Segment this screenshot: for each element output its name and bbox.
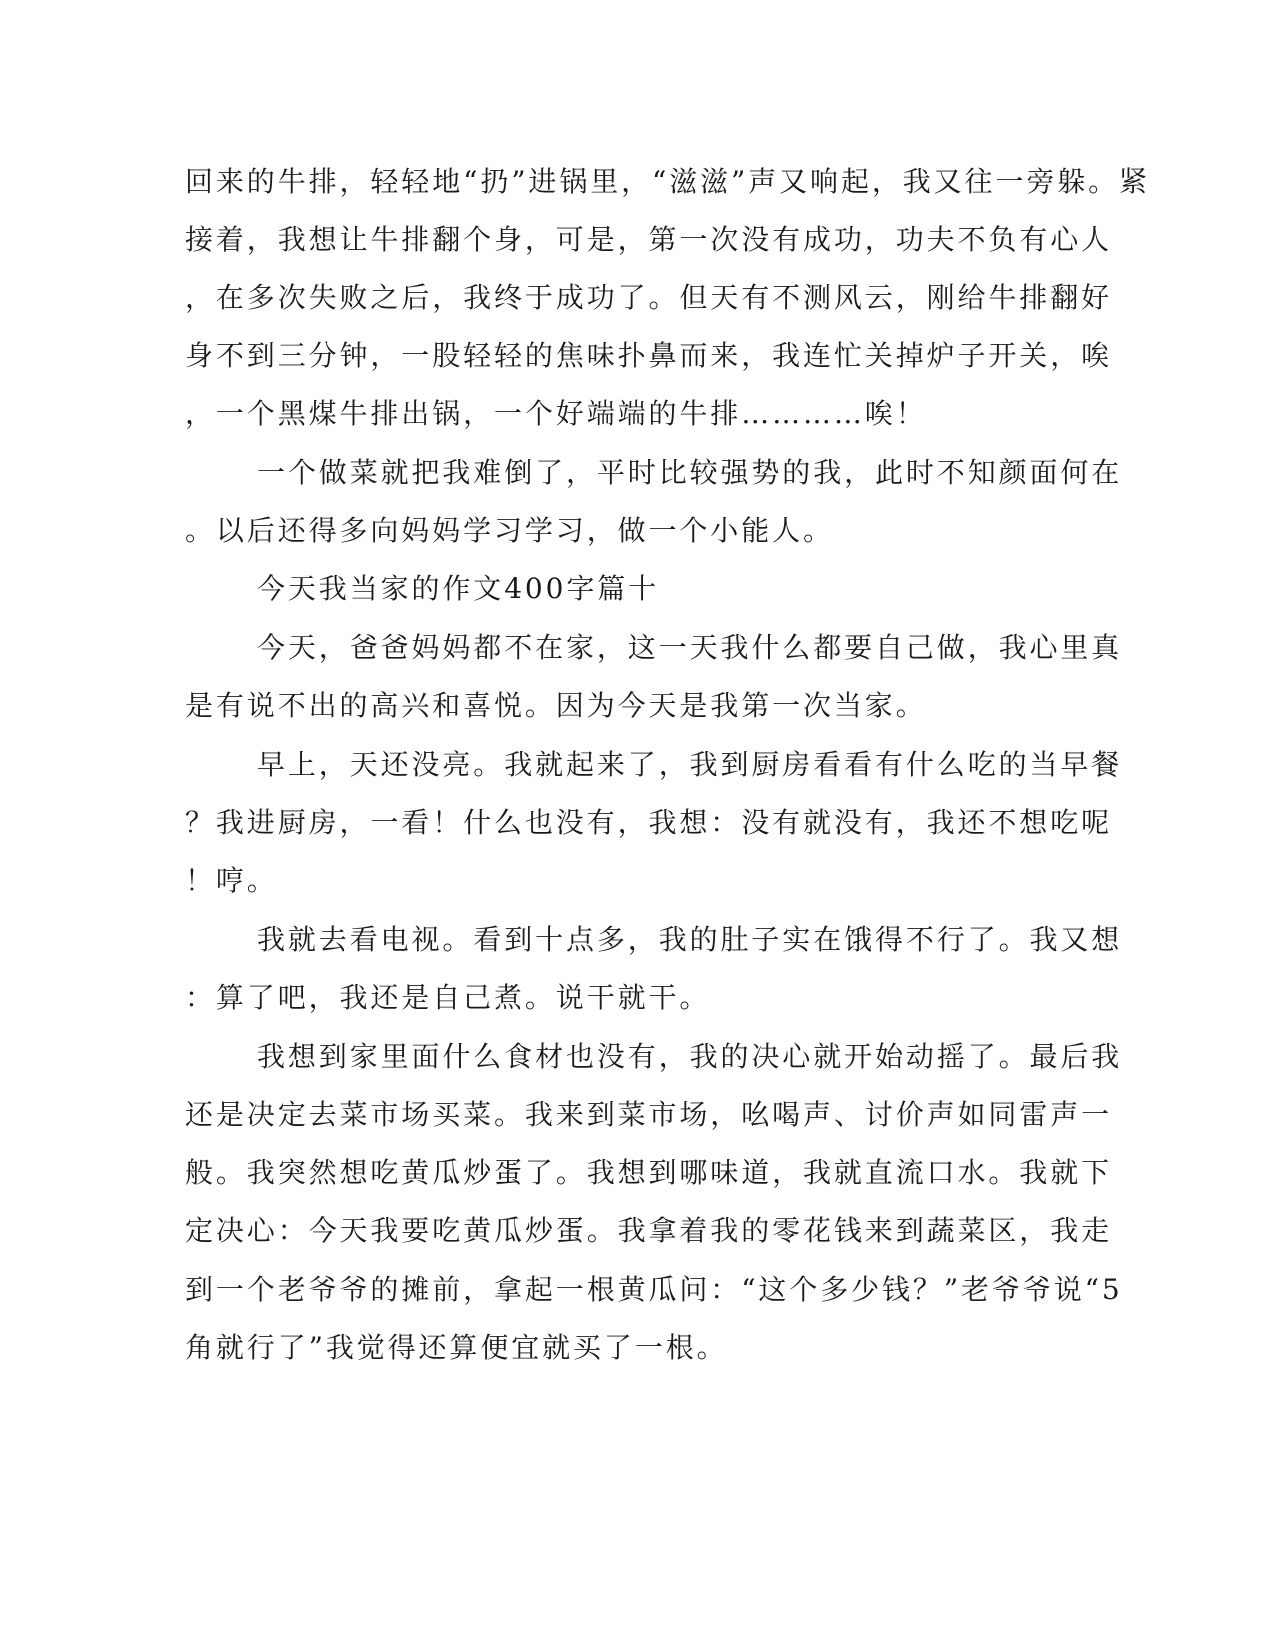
- text-line: ：算了吧，我还是自己煮。说干就干。: [185, 981, 711, 1014]
- text-line: 还是决定去菜市场买菜。我来到菜市场，吆喝声、讨价声如同雷声一: [185, 1098, 1113, 1131]
- paragraph-first-line: 我就去看电视。看到十点多，我的肚子实在饿得不行了。我又想: [257, 923, 1123, 956]
- paragraph-first-line: 今天，爸爸妈妈都不在家，这一天我什么都要自己做，我心里真: [257, 631, 1123, 664]
- text-line: ！哼。: [185, 864, 278, 897]
- paragraph-first-line: 一个做菜就把我难倒了，平时比较强势的我，此时不知颜面何在: [257, 456, 1123, 489]
- text-line: 定决心：今天我要吃黄瓜炒蛋。我拿着我的零花钱来到蔬菜区，我走: [185, 1214, 1113, 1247]
- text-line: 接着，我想让牛排翻个身，可是，第一次没有成功，功夫不负有心人: [185, 223, 1113, 256]
- text-line: ，在多次失败之后，我终于成功了。但天有不测风云，刚给牛排翻好: [185, 281, 1113, 314]
- paragraph-first-line: 我想到家里面什么食材也没有，我的决心就开始动摇了。最后我: [257, 1040, 1123, 1073]
- text-line: ？我进厨房，一看！什么也没有，我想：没有就没有，我还不想吃呢: [185, 806, 1113, 839]
- section-heading: 今天我当家的作文400字篇十: [257, 572, 660, 605]
- text-line: ，一个黑煤牛排出锅，一个好端端的牛排…………唉！: [185, 397, 927, 430]
- text-line: 般。我突然想吃黄瓜炒蛋了。我想到哪味道，我就直流口水。我就下: [185, 1156, 1113, 1189]
- text-line: 到一个老爷爷的摊前，拿起一根黄瓜问：“这个多少钱？”老爷爷说“5: [185, 1273, 1123, 1306]
- text-line: 。以后还得多向妈妈学习学习，做一个小能人。: [185, 514, 834, 547]
- text-line: 回来的牛排，轻轻地“扔”进锅里，“滋滋”声又响起，我又往一旁躲。紧: [185, 165, 1150, 198]
- text-line: 角就行了”我觉得还算便宜就买了一根。: [185, 1331, 728, 1364]
- text-line: 是有说不出的高兴和喜悦。因为今天是我第一次当家。: [185, 689, 927, 722]
- text-line: 身不到三分钟，一股轻轻的焦味扑鼻而来，我连忙关掉炉子开关，唉: [185, 339, 1113, 372]
- paragraph-first-line: 早上，天还没亮。我就起来了，我到厨房看看有什么吃的当早餐: [257, 748, 1123, 781]
